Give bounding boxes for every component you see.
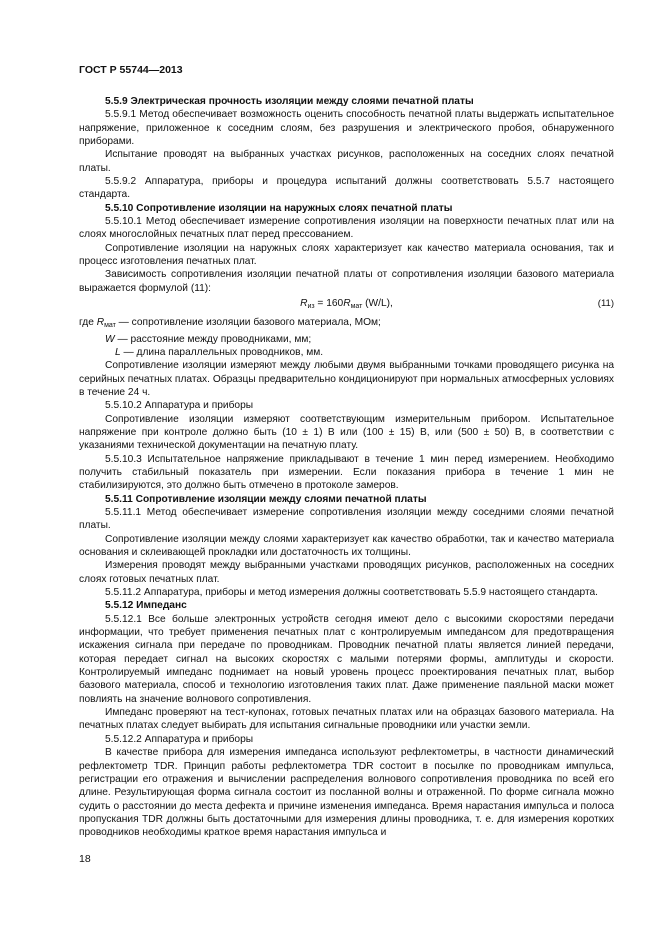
paragraph: 5.5.12.1 Все больше электронных устройств сегодня имеют дело с высокими скоростями передачи информации, что требует применения печатных плат с контролируемым импедансом для предотвращения искажения сигнала при передаче по проводникам. Проводник печатной платы является линией передачи, которая передает сигнал на высоких скоростях с малыми потерями формы, амплитуды и скорости. Контролируемый импеданс поднимает на новый уровень процесс проектирования печатных плат, выбор базового материала, способ и технологию изготовления таких плат. Даже применение паяльной маски может повлиять на значение волнового сопротивления.	[79, 613, 614, 705]
definition-w: W — расстояние между проводниками, мм;	[105, 333, 312, 345]
document-body	[79, 95, 614, 840]
paragraph: 5.5.10.3 Испытательное напряжение прикладывают в течение 1 мин перед измерением. Необходимо получить стабильный показатель при измерении. Если показания прибора в течение 1 мин не стабилизируются, это должно быть отмечено в протоколе замеров.	[79, 453, 614, 492]
section-heading-5-5-9: 5.5.9 Электрическая прочность изоляции между слоями печатной платы	[105, 96, 474, 107]
paragraph: Сопротивление изоляции измеряют соответствующим измерительным прибором. Испытательное напряжение при контроле должно быть (10 ± 1) В или (100 ± 15) В, или (500 ± 50) В, в соответствии с указаниями технической документации на печатную плату.	[79, 413, 614, 452]
formula-expression: $R_{из} = 160R_{мат}$ (W/L),	[300, 298, 393, 311]
section-heading-5-5-12: 5.5.12 Импеданс	[105, 600, 187, 612]
paragraph: Испытание проводят на выбранных участках рисунков, расположенных на соседних слоях печатной платы.	[79, 149, 614, 174]
formula-11	[79, 297, 614, 313]
paragraph: 5.5.9.1 Метод обеспечивает возможность оценить способность печатной платы выдержать испытательное напряжение, приложенное к соседним слоям, без разрушения и электрического пробоя, обнаруженного приборами.	[79, 109, 614, 148]
paragraph: Зависимость сопротивления изоляции печатной платы от сопротивления изоляции базового материала выражается формулой (11):	[79, 269, 614, 294]
document-header: ГОСТ Р 55744—2013	[79, 64, 183, 76]
paragraph: 5.5.10.2 Аппаратура и приборы	[105, 400, 254, 412]
formula-number: (11)	[597, 298, 614, 310]
page-number: 18	[79, 853, 91, 865]
paragraph: Сопротивление изоляции на наружных слоях характеризует как качество материала основания, так и процесс изготовления печатных плат.	[79, 242, 614, 268]
paragraph: 5.5.10.1 Метод обеспечивает измерение сопротивления изоляции на поверхности печатных плат или на слоях многослойных печатных плат перед прессованием.	[79, 216, 614, 241]
paragraph: Сопротивление изоляции измеряют между любыми двумя выбранными точками проводящего рисунка на серийных печатных платах. Образцы предварительно кондиционируют при нормальных атмосферных условиях в течение 24 ч.	[79, 360, 614, 398]
paragraph: 5.5.11.2 Аппаратура, приборы и метод измерения должны соответствовать 5.5.9 настоящего стандарта.	[105, 587, 598, 599]
definition-r-mat: где $R_{мат}$ — сопротивление изоляции базового материала, МОм;	[79, 317, 381, 330]
paragraph: Импеданс проверяют на тест-купонах, готовых печатных платах или на образцах базового материала. На печатных платах следует выбирать для испытания сигнальные проводники или участки земли.	[79, 707, 614, 732]
paragraph: 5.5.12.2 Аппаратура и приборы	[105, 733, 254, 745]
definition-l: L — длина параллельных проводников, мм.	[115, 346, 324, 358]
section-heading-5-5-10: 5.5.10 Сопротивление изоляции на наружных слоях печатной платы	[105, 202, 453, 214]
paragraph: 5.5.11.1 Метод обеспечивает измерение сопротивления изоляции между соседними слоями печатной платы.	[79, 506, 614, 532]
paragraph: Сопротивление изоляции между слоями характеризует как качество обработки, так и качество материала основания и склеивающей прокладки или достаточность их толщины.	[79, 533, 614, 558]
paragraph: 5.5.9.2 Аппаратура, приборы и процедура испытаний должны соответствовать 5.5.7 настоящего стандарта.	[79, 176, 614, 201]
paragraph: Измерения проводят между выбранными участками проводящих рисунков, расположенных на соседних слоях готовых печатных плат.	[79, 560, 614, 585]
paragraph: В качестве прибора для измерения импеданса используют рефлектометры, в частности динамический рефлектометр TDR. Принцип работы рефлектометра TDR состоит в посылке по проводникам импульса, регистрации его отражения и вычислении распределения волнового сопротивления проводника по всей его длине. Результирующая форма сигнала состоит из посланной волны и отраженной. По форме сигнала можно судить о расстоянии до места дефекта и причине изменения импеданса. Время нарастания импульса и полоса пропускания TDR должны быть достаточными для измерения длины проводника, т. е. для измерения коротких проводников необходимы краткое время нарастания импульса и	[79, 747, 614, 839]
section-heading-5-5-11: 5.5.11 Сопротивление изоляции между слоями печатной платы	[105, 493, 427, 505]
